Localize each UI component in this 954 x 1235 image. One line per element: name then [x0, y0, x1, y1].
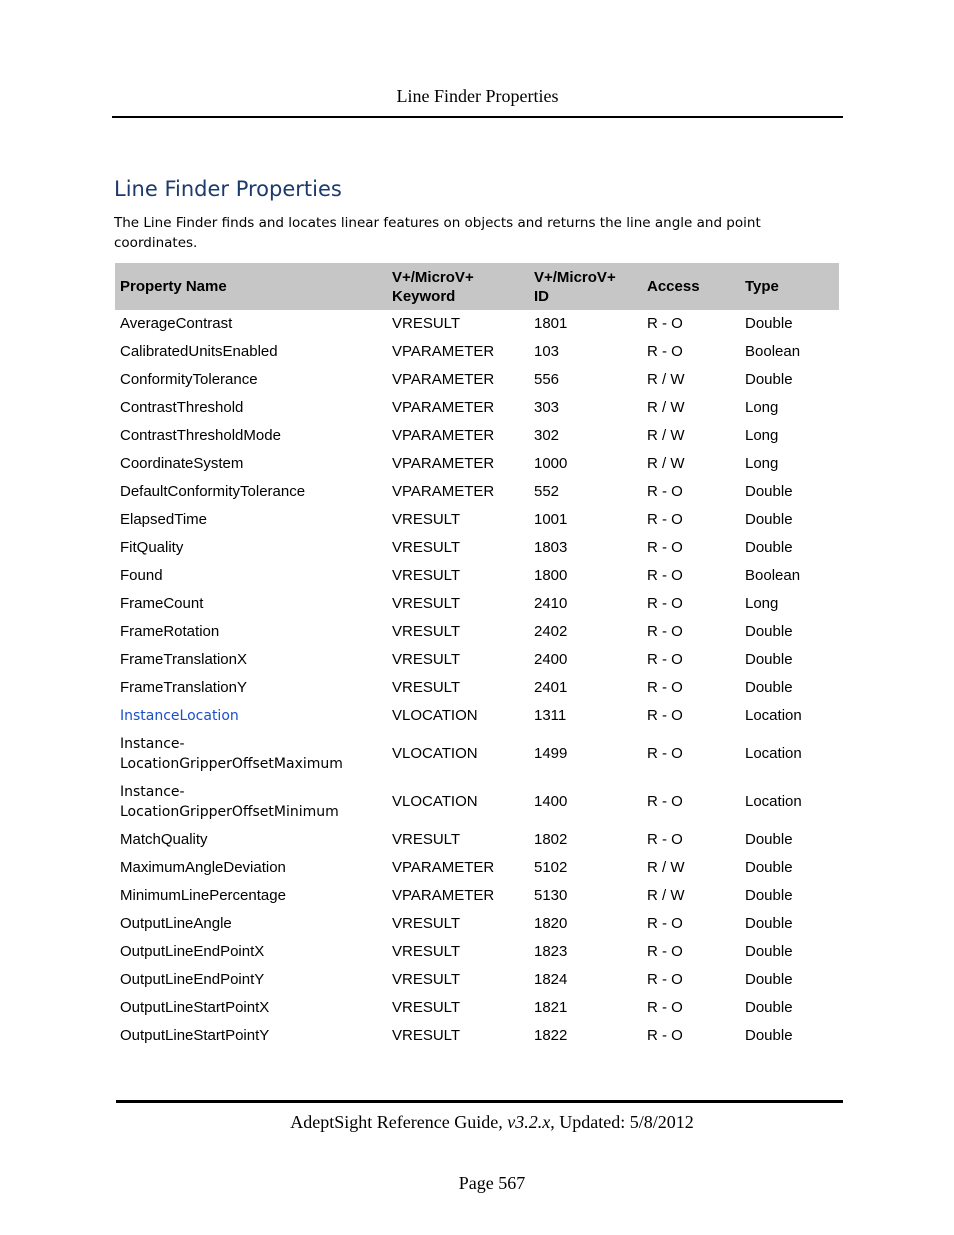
cell-access: R - O: [647, 315, 683, 332]
cell-type: Double: [745, 831, 793, 848]
cell-keyword: VRESULT: [392, 1027, 461, 1044]
cell-keyword: VRESULT: [392, 915, 461, 932]
table-row: [115, 618, 839, 646]
cell-access: R - O: [647, 623, 683, 640]
cell-keyword: VRESULT: [392, 679, 461, 696]
cell-access: R - O: [647, 943, 683, 960]
cell-property-name: [115, 778, 387, 826]
table-row: [115, 338, 839, 366]
cell-id: 1803: [534, 539, 568, 556]
cell-type: Double: [745, 915, 793, 932]
running-header: Line Finder Properties: [396, 86, 559, 106]
cell-type: Double: [745, 887, 793, 904]
cell-type: Long: [745, 455, 779, 472]
table-row: [115, 534, 839, 562]
cell-access: R - O: [647, 1027, 683, 1044]
cell-property-name: FrameRotation: [120, 623, 220, 640]
cell-keyword: VLOCATION: [392, 793, 478, 810]
cell-keyword: VRESULT: [392, 539, 461, 556]
cell-property-name: OutputLineEndPointX: [120, 943, 265, 960]
cell-keyword: VRESULT: [392, 567, 461, 584]
footer-rule: [116, 1100, 843, 1103]
cell-id: 1000: [534, 455, 568, 472]
cell-id: 556: [534, 371, 560, 388]
cell-type: Double: [745, 315, 793, 332]
cell-property-name: CoordinateSystem: [120, 455, 244, 472]
footer-guide-title: AdeptSight Reference Guide: [290, 1112, 499, 1132]
table-row: [115, 994, 839, 1022]
cell-id: 552: [534, 483, 560, 500]
cell-keyword: VLOCATION: [392, 707, 478, 724]
cell-property-name: ContrastThreshold: [120, 399, 244, 416]
cell-type: Double: [745, 539, 793, 556]
cell-access: R / W: [647, 371, 685, 388]
cell-access: R - O: [647, 915, 683, 932]
cell-id: 1823: [534, 943, 568, 960]
cell-keyword: VPARAMETER: [392, 399, 495, 416]
header-keyword-line-1: V+/MicroV+: [392, 268, 474, 286]
table-row: [115, 562, 839, 590]
cell-type: Double: [745, 623, 793, 640]
cell-access: R - O: [647, 567, 683, 584]
cell-id: 1400: [534, 793, 568, 810]
header-id-line-2: ID: [534, 287, 549, 305]
cell-property-name: FrameTranslationX: [120, 651, 247, 668]
cell-property-name: [115, 730, 387, 778]
cell-keyword: VPARAMETER: [392, 483, 495, 500]
property-name-line-1: Instance-: [120, 736, 185, 752]
cell-property-name: AverageContrast: [120, 315, 233, 332]
table-row: [115, 450, 839, 478]
cell-id: 1499: [534, 745, 568, 762]
cell-keyword: VRESULT: [392, 315, 461, 332]
cell-property-name: MinimumLinePercentage: [120, 887, 286, 904]
cell-access: R - O: [647, 831, 683, 848]
cell-keyword: VRESULT: [392, 651, 461, 668]
table-row: [115, 394, 839, 422]
cell-property-name: OutputLineStartPointY: [120, 1027, 270, 1044]
table-row: [115, 966, 839, 994]
cell-type: Boolean: [745, 567, 801, 584]
cell-access: R - O: [647, 707, 683, 724]
cell-access: R / W: [647, 455, 685, 472]
table-row: [115, 422, 839, 450]
cell-id: 1001: [534, 511, 568, 528]
cell-id: 2400: [534, 651, 568, 668]
cell-access: R / W: [647, 427, 685, 444]
cell-access: R - O: [647, 971, 683, 988]
table-row: [115, 674, 839, 702]
cell-keyword: VRESULT: [392, 511, 461, 528]
cell-type: Double: [745, 999, 793, 1016]
cell-property-name: CalibratedUnitsEnabled: [120, 343, 278, 360]
cell-access: R - O: [647, 511, 683, 528]
cell-type: Long: [745, 595, 779, 612]
cell-id: 5102: [534, 859, 568, 876]
cell-access: R - O: [647, 595, 683, 612]
cell-keyword: VLOCATION: [392, 745, 478, 762]
cell-access: R - O: [647, 343, 683, 360]
cell-keyword: VPARAMETER: [392, 371, 495, 388]
table-header-row: [115, 263, 839, 310]
cell-access: R - O: [647, 679, 683, 696]
table-row: [115, 366, 839, 394]
cell-property-name: OutputLineAngle: [120, 915, 232, 932]
cell-type: Double: [745, 679, 793, 696]
cell-keyword: VPARAMETER: [392, 887, 495, 904]
table-row: [115, 646, 839, 674]
cell-property-name: ElapsedTime: [120, 511, 207, 528]
cell-id: 303: [534, 399, 560, 416]
cell-id: 1800: [534, 567, 568, 584]
cell-id: 1311: [534, 707, 567, 724]
cell-property-name: FitQuality: [120, 539, 184, 556]
footer-updated: , Updated: 5/8/2012: [550, 1112, 694, 1132]
page-heading: Line Finder Properties: [114, 177, 342, 201]
cell-property-name: Found: [120, 567, 163, 584]
cell-id: 1824: [534, 971, 568, 988]
cell-access: R / W: [647, 887, 685, 904]
table-row: [115, 310, 839, 338]
intro-line-2: coordinates.: [114, 235, 198, 251]
header-id-line-1: V+/MicroV+: [534, 268, 616, 286]
intro-line-1: The Line Finder finds and locates linear features on objects and returns the line angle and point: [114, 215, 761, 231]
cell-type: Long: [745, 427, 779, 444]
table-row: [115, 854, 839, 882]
cell-type: Double: [745, 943, 793, 960]
cell-property-name: OutputLineStartPointX: [120, 999, 270, 1016]
cell-property-name: FrameTranslationY: [120, 679, 247, 696]
footer-reference: [116, 1112, 868, 1133]
header-access: Access: [642, 263, 740, 310]
table-row: [115, 478, 839, 506]
cell-type: Double: [745, 371, 793, 388]
cell-property-name: ContrastThresholdMode: [120, 427, 281, 444]
cell-type: Double: [745, 483, 793, 500]
cell-type: Double: [745, 651, 793, 668]
cell-property-name: [115, 702, 387, 730]
property-name-line-2: LocationGripperOffsetMinimum: [120, 804, 339, 820]
table-row: [115, 730, 839, 778]
cell-keyword: VRESULT: [392, 623, 461, 640]
cell-property-name: MaximumAngleDeviation: [120, 859, 286, 876]
cell-keyword: VPARAMETER: [392, 859, 495, 876]
table-row: [115, 506, 839, 534]
cell-id: 1822: [534, 1027, 568, 1044]
cell-keyword: VPARAMETER: [392, 427, 495, 444]
cell-keyword: VRESULT: [392, 831, 461, 848]
cell-keyword: VRESULT: [392, 971, 461, 988]
cell-id: 2402: [534, 623, 568, 640]
table-row: [115, 702, 839, 730]
cell-access: R - O: [647, 539, 683, 556]
cell-type: Double: [745, 859, 793, 876]
cell-id: 302: [534, 427, 560, 444]
cell-access: R - O: [647, 745, 683, 762]
cell-keyword: VPARAMETER: [392, 455, 495, 472]
cell-access: R - O: [647, 651, 683, 668]
cell-id: 1820: [534, 915, 568, 932]
cell-id: 2401: [534, 679, 568, 696]
cell-access: R / W: [647, 399, 685, 416]
cell-type: Double: [745, 1027, 793, 1044]
cell-id: 5130: [534, 887, 568, 904]
property-name-line-1: Instance-: [120, 784, 185, 800]
cell-keyword: VRESULT: [392, 999, 461, 1016]
cell-type: Location: [745, 707, 802, 724]
header-keyword-line-2: Keyword: [392, 287, 456, 305]
cell-access: R / W: [647, 859, 685, 876]
table-row: [115, 1022, 839, 1050]
cell-id: 2410: [534, 595, 568, 612]
cell-access: R - O: [647, 999, 683, 1016]
header-type: Type: [740, 263, 839, 310]
cell-type: Location: [745, 793, 802, 810]
cell-type: Boolean: [745, 343, 801, 360]
table-row: [115, 910, 839, 938]
cell-type: Long: [745, 399, 779, 416]
table-row: [115, 938, 839, 966]
header-property-name: Property Name: [115, 263, 387, 310]
cell-id: 1801: [534, 315, 568, 332]
cell-type: Double: [745, 511, 793, 528]
cell-keyword: VRESULT: [392, 943, 461, 960]
cell-property-name: OutputLineEndPointY: [120, 971, 265, 988]
instance-location-link[interactable]: InstanceLocation: [120, 708, 239, 724]
cell-id: 1821: [534, 999, 568, 1016]
cell-property-name: DefaultConformityTolerance: [120, 483, 306, 500]
header-rule: [112, 116, 843, 118]
cell-property-name: MatchQuality: [120, 831, 208, 848]
table-row: [115, 826, 839, 854]
cell-type: Location: [745, 745, 802, 762]
cell-keyword: VPARAMETER: [392, 343, 495, 360]
footer-version: , v3.2.x: [498, 1112, 551, 1132]
header-keyword: [387, 263, 529, 310]
cell-type: Double: [745, 971, 793, 988]
properties-table: [115, 263, 839, 1050]
property-name-line-2: LocationGripperOffsetMaximum: [120, 756, 343, 772]
table-row: [115, 778, 839, 826]
cell-access: R - O: [647, 793, 683, 810]
table-row: [115, 590, 839, 618]
cell-keyword: VRESULT: [392, 595, 461, 612]
intro-paragraph: [114, 213, 814, 253]
cell-access: R - O: [647, 483, 683, 500]
header-id: [529, 263, 642, 310]
table-row: [115, 882, 839, 910]
cell-property-name: ConformityTolerance: [120, 371, 258, 388]
cell-property-name: FrameCount: [120, 595, 204, 612]
cell-id: 103: [534, 343, 560, 360]
page-number: Page 567: [458, 1173, 526, 1193]
cell-id: 1802: [534, 831, 568, 848]
